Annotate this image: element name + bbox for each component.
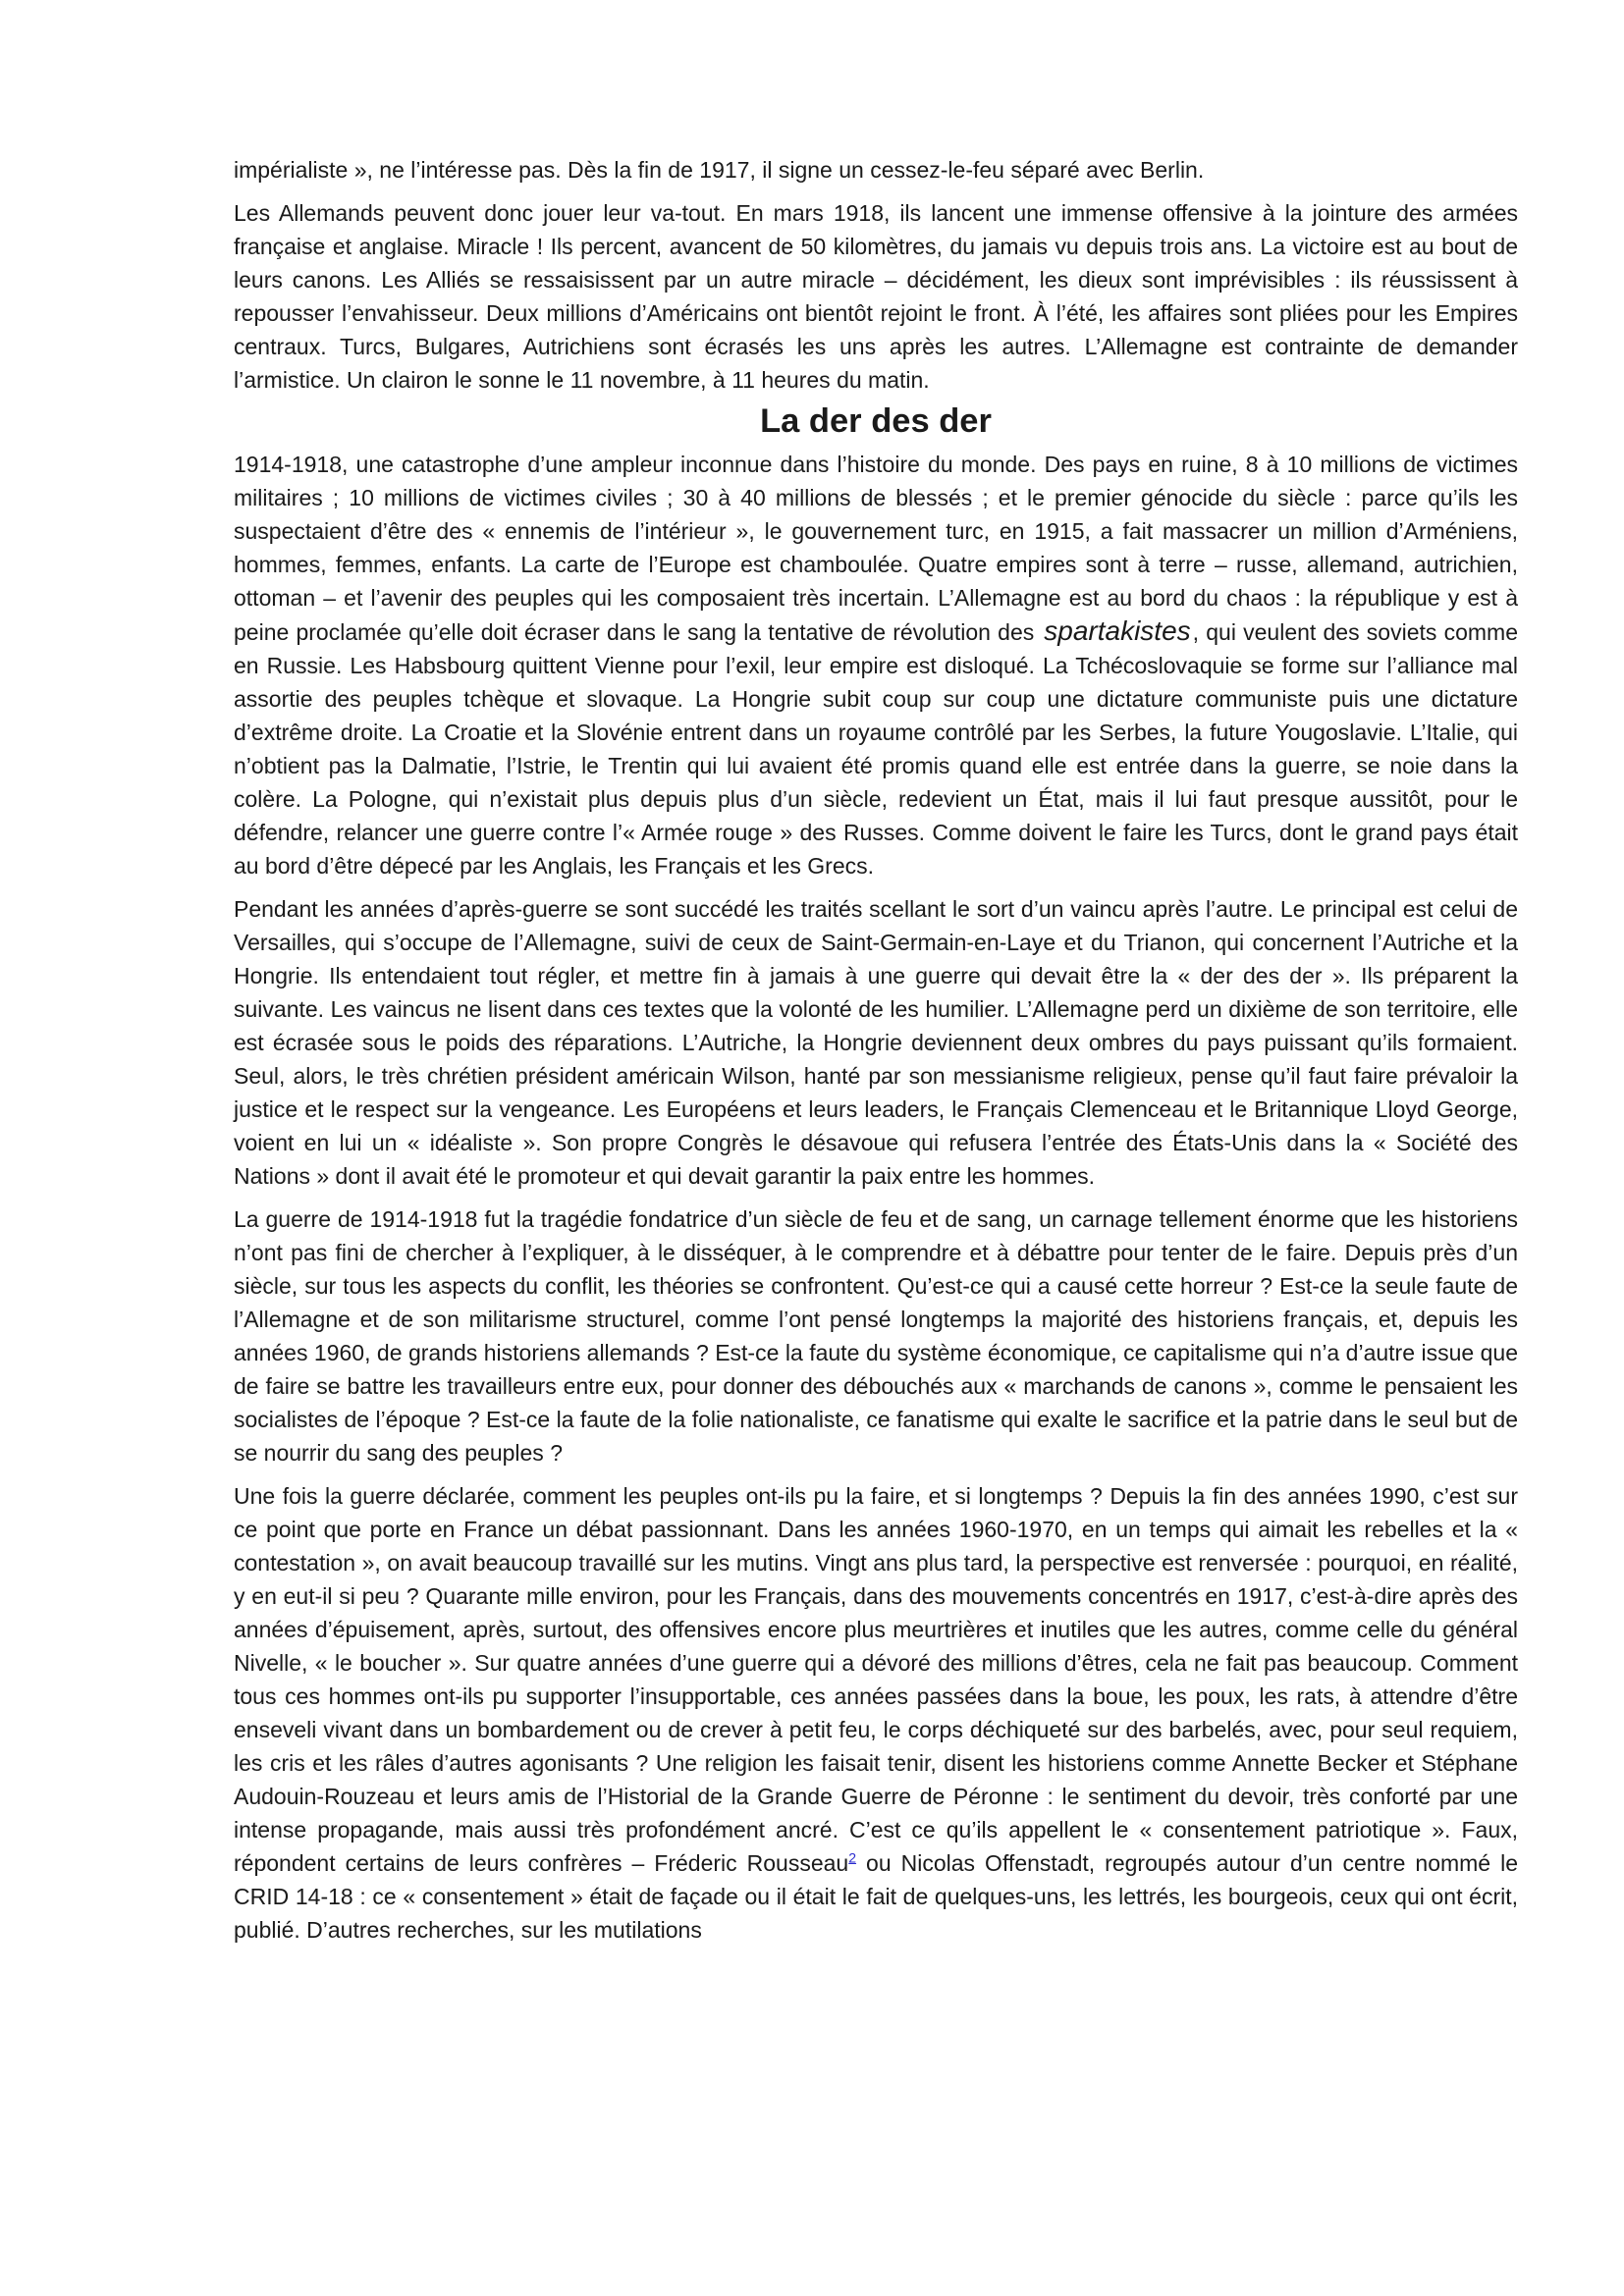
spartakistes-term: spartakistes	[1044, 615, 1191, 646]
paragraph-historians: La guerre de 1914-1918 fut la tragédie fondatrice d’un siècle de feu et de sang, un carnage tellement énorme que les historiens n’ont pas fini de chercher à l’expliquer, à le disséquer, à le comprendre et à débattre pour tenter de le faire. Depuis près d’un siècle, sur tous les aspects du conflit, les théories se confrontent. Qu’est-ce qui a causé cette horreur ? Est-ce la seule faute de l’Allemagne et de son militarisme structurel, comme l’ont pensé longtemps la majorité des historiens français, et, depuis les années 1960, de grands historiens allemands ? Est-ce la faute du système économique, ce capitalisme qui n’a d’autre issue que de faire se battre les travailleurs entre eux, pour donner des débouchés aux « marchands de canons », comme le pensaient les socialistes de l’époque ? Est-ce la faute de la folie nationaliste, ce fanatisme qui exalte le sacrifice et la patrie dans le seul but de se nourrir du sang des peuples ?	[234, 1206, 1518, 1466]
footnote-link[interactable]: 2	[848, 1849, 857, 1866]
section-heading: La der des der	[760, 402, 992, 440]
paragraph-aftermath-text-2: , qui veulent des soviets comme en Russie. Les Habsbourg quittent Vienne pour l’exil, leur empire est disloqué. La Tchécoslovaquie se forme sur l’alliance mal assortie des peuples tchèque et slovaque. La Hongrie subit coup sur coup une dictature communiste puis une dictature d’extrême droite. La Croatie et la Slovénie entrent dans un royaume contrôlé par les Serbes, la future Yougoslavie. L’Italie, qui n’obtient pas la Dalmatie, l’Istrie, le Trentin qui lui avaient été promis quand elle est entrée dans la guerre, se noie dans la colère. La Pologne, qui n’existait plus depuis plus d’un siècle, redevient un État, mais il lui faut presque aussitôt, pour le défendre, relancer une guerre contre l’« Armée rouge » des Russes. Comme doivent le faire les Turcs, dont le grand pays était au bord d’être dépecé par les Anglais, les Français et les Grecs.	[234, 619, 1518, 879]
paragraph-consent-debate	[234, 1479, 1518, 1947]
paragraph-treaties: Pendant les années d’après-guerre se sont succédé les traités scellant le sort d’un vaincu après l’autre. Le principal est celui de Versailles, qui s’occupe de l’Allemagne, suivi de ceux de Saint-Germain-en-Laye et du Trianon, qui concernent l’Autriche et la Hongrie. Ils entendaient tout régler, et mettre fin à jamais à une guerre qui devait être la « der des der ». Ils préparent la suivante. Les vaincus ne lisent dans ces textes que la volonté de les humilier. L’Allemagne perd un dixième de son territoire, elle est écrasée sous le poids des réparations. L’Autriche, la Hongrie deviennent deux ombres du pays puissant qu’ils formaient. Seul, alors, le très chrétien président américain Wilson, hanté par son messianisme religieux, pense qu’il faut faire prévaloir la justice et le respect sur la vengeance. Les Européens et leurs leaders, le Français Clemenceau et le Britannique Lloyd George, voient en lui un « idéaliste ». Son propre Congrès le désavoue qui refusera l’entrée des États-Unis dans la « Société des Nations » dont il avait été le promoteur et qui devait garantir la paix entre les hommes.	[234, 896, 1518, 1189]
paragraph-consent-text-1: Une fois la guerre déclarée, comment les peuples ont-ils pu la faire, et si longtemps ? Depuis la fin des années 1990, c’est sur ce point que porte en France un débat passionnant. Dans les années 1960-1970, en un temps qui aimait les rebelles et la « contestation », on avait beaucoup travaillé sur les mutins. Vingt ans plus tard, la perspective est renversée : pourquoi, en réalité, y en eut-il si peu ? Quarante mille environ, pour les Français, dans des mouvements concentrés en 1917, c’est-à-dire après des années d’épuisement, après, surtout, des offensives encore plus meurtrières et inutiles que les autres, comme celle du général Nivelle, « le boucher ». Sur quatre années d’une guerre qui a dévoré des millions d’êtres, cela ne fait pas beaucoup. Comment tous ces hommes ont-ils pu supporter l’insupportable, ces années passées dans la boue, les poux, les rats, à attendre d’être enseveli vivant dans un bombardement ou de crever à petit feu, le corps déchiqueté sur des barbelés, avec, pour seul requiem, les cris et les râles d’autres agonisants ? Une religion les faisait tenir, disent les historiens comme Annette Becker et Stéphane Audouin-Rouzeau et leurs amis de l’Historial de la Grande Guerre de Péronne : le sentiment du devoir, très conforté par une intense propagande, mais aussi très profondément ancré. C’est ce qu’ils appellent le « consentement patriotique ». Faux, répondent certains de leurs confrères – Fréderic Rousseau	[234, 1483, 1518, 1876]
footnote-ref	[848, 1849, 856, 1865]
paragraph-continuation: impérialiste », ne l’intéresse pas. Dès la fin de 1917, il signe un cessez-le-feu séparé avec Berlin.	[234, 157, 1205, 183]
document-page	[234, 147, 1518, 1956]
paragraph-offensive-1918: Les Allemands peuvent donc jouer leur va-tout. En mars 1918, ils lancent une immense offensive à la jointure des armées française et anglaise. Miracle ! Ils percent, avancent de 50 kilomètres, du jamais vu depuis trois ans. La victoire est au bout de leurs canons. Les Alliés se ressaisissent par un autre miracle – décidément, les dieux sont imprévisibles : ils réussissent à repousser l’envahisseur. Deux millions d’Américains ont bientôt rejoint le front. À l’été, les affaires sont pliées pour les Empires centraux. Turcs, Bulgares, Autrichiens sont écrasés les uns après les autres. L’Allemagne est contrainte de demander l’armistice. Un clairon le sonne le 11 novembre, à 11 heures du matin.	[234, 200, 1518, 393]
paragraph-consent-text-2: ou Nicolas Offenstadt, regroupés autour d’un centre nommé le CRID 14-18 : ce « consentement » était de façade ou il était le fait de quelques-uns, les lettrés, les bourgeois, ceux qui ont écrit, publié. D’autres recherches, sur les mutilations	[234, 1850, 1519, 1943]
paragraph-aftermath-text-1: 1914-1918, une catastrophe d’une ampleur inconnue dans l’histoire du monde. Des pays en ruine, 8 à 10 millions de victimes militaires ; 10 millions de victimes civiles ; 30 à 40 millions de blessés ; et le premier génocide du siècle : parce qu’ils les suspectaient d’être des « ennemis de l’intérieur », le gouvernement turc, en 1915, a fait massacrer un million d’Arméniens, hommes, femmes, enfants. La carte de l’Europe est chamboulée. Quatre empires sont à terre – russe, allemand, autrichien, ottoman – et l’avenir des peuples qui les composaient très incertain. L’Allemagne est au bord du chaos : la république y est à peine proclamée qu’elle doit écraser dans le sang la tentative de révolution des	[234, 452, 1518, 645]
paragraph-aftermath	[234, 448, 1518, 882]
